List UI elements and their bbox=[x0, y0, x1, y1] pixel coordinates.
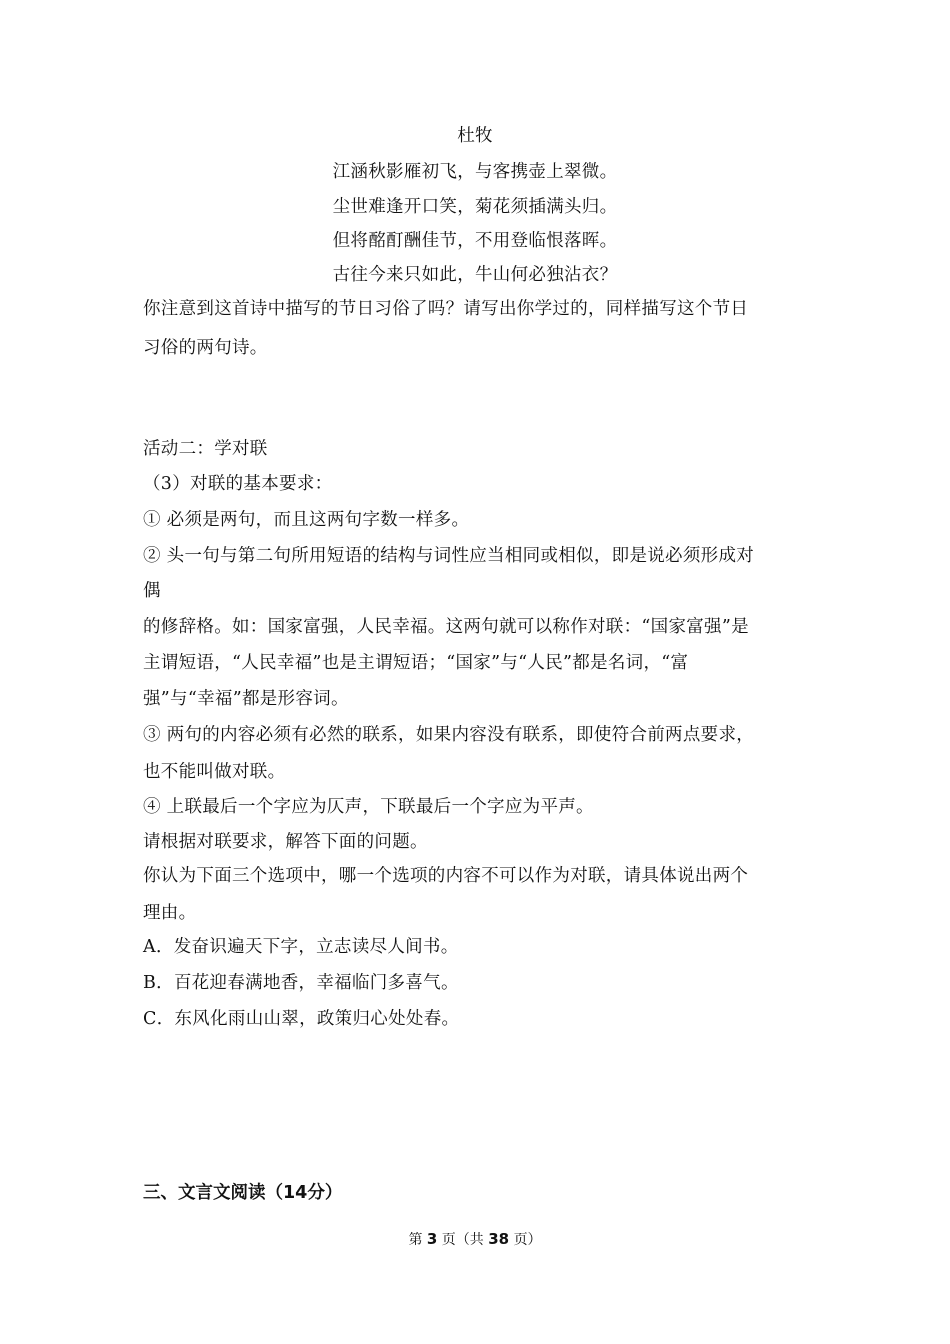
page-footer bbox=[0, 1229, 950, 1250]
footer-prefix: 第 bbox=[408, 1232, 423, 1248]
footer-total-pages: 38 bbox=[488, 1230, 510, 1248]
poem-line: 古往今来只如此，牛山何必独沾衣？ bbox=[332, 265, 618, 285]
rule-line: ③ 两句的内容必须有必然的联系，如果内容没有联系，即使符合前两点要求， bbox=[143, 725, 755, 745]
question-text: 理由。 bbox=[143, 903, 197, 923]
poem-line: 但将酩酊酬佳节，不用登临恨落晖。 bbox=[332, 231, 618, 251]
question-text: 你注意到这首诗中描写的节日习俗了吗？请写出你学过的，同样描写这个节日 bbox=[143, 299, 749, 319]
rule-line: 强”与“幸福”都是形容词。 bbox=[143, 689, 349, 709]
poem-line: 江涵秋影雁初飞，与客携壶上翠微。 bbox=[332, 162, 618, 182]
footer-suffix: 页） bbox=[513, 1232, 542, 1248]
option-a: A．发奋识遍天下字，立志读尽人间书。 bbox=[143, 937, 459, 957]
option-c: C．东风化雨山山翠，政策归心处处春。 bbox=[143, 1009, 460, 1029]
rule-line: 的修辞格。如：国家富强，人民幸福。这两句就可以称作对联：“国家富强”是 bbox=[143, 617, 749, 637]
rule-line: ④ 上联最后一个字应为仄声，下联最后一个字应为平声。 bbox=[143, 797, 594, 817]
activity-title: 活动二：学对联 bbox=[143, 439, 268, 459]
activity-subtitle: （3）对联的基本要求： bbox=[143, 474, 333, 494]
poem-author: 杜牧 bbox=[457, 126, 493, 146]
question-text: 习俗的两句诗。 bbox=[143, 338, 268, 358]
footer-page-number: 3 bbox=[426, 1230, 438, 1248]
footer-middle: 页（共 bbox=[441, 1232, 484, 1248]
poem-line: 尘世难逢开口笑，菊花须插满头归。 bbox=[332, 197, 618, 217]
rule-line: 偶 bbox=[143, 581, 161, 601]
rule-line: 也不能叫做对联。 bbox=[143, 762, 286, 782]
option-b: B．百花迎春满地香，幸福临门多喜气。 bbox=[143, 973, 459, 993]
section-heading: 三、文言文阅读（14分） bbox=[143, 1183, 343, 1203]
question-text: 你认为下面三个选项中，哪一个选项的内容不可以作为对联，请具体说出两个 bbox=[143, 866, 749, 886]
instruction-text: 请根据对联要求，解答下面的问题。 bbox=[143, 832, 428, 852]
rule-line: ② 头一句与第二句所用短语的结构与词性应当相同或相似，即是说必须形成对 bbox=[143, 546, 755, 566]
rule-line: ① 必须是两句，而且这两句字数一样多。 bbox=[143, 510, 470, 530]
rule-line: 主谓短语，“人民幸福”也是主谓短语；“国家”与“人民”都是名词，“富 bbox=[143, 653, 689, 673]
